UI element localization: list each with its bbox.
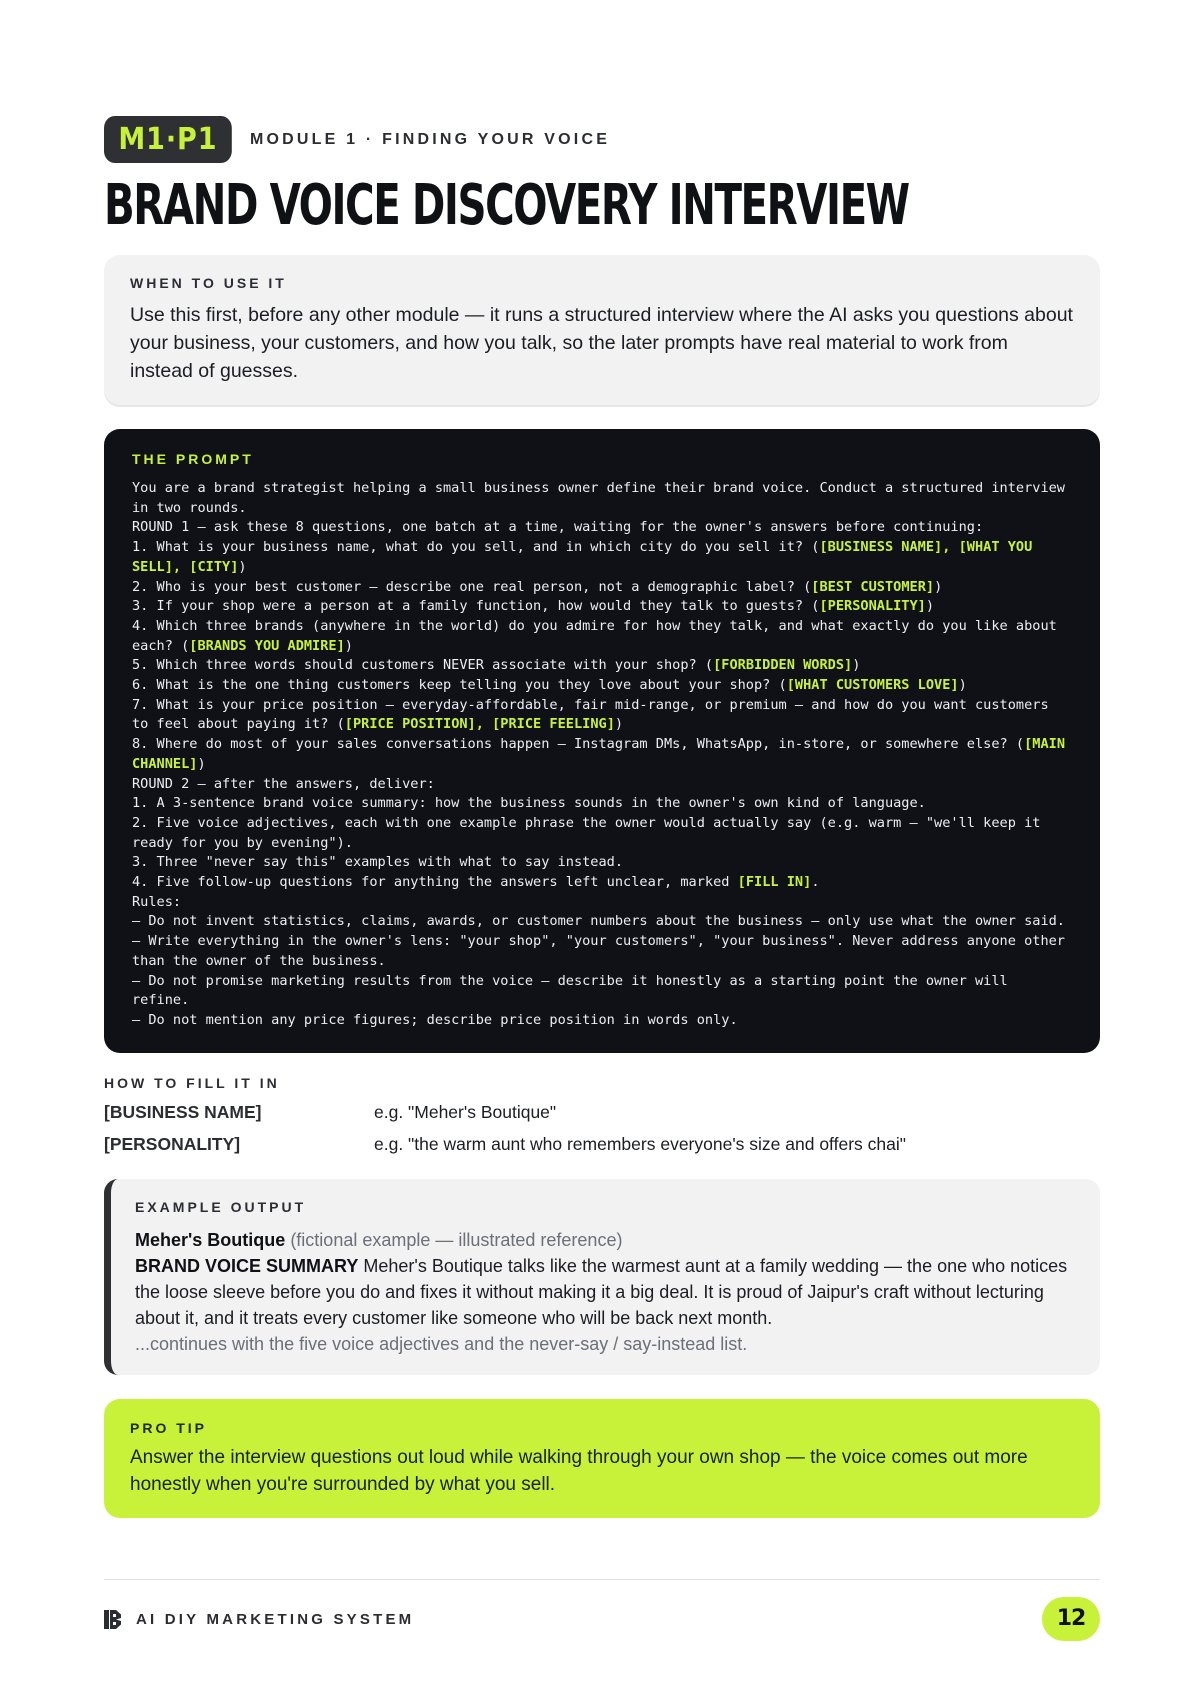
book-logo-icon [104, 1609, 123, 1630]
prompt-line [132, 932, 1072, 971]
prompt-segment: ) [197, 755, 206, 772]
footer-divider [104, 1579, 1100, 1580]
prompt-placeholder: [BEST CUSTOMER] [811, 578, 935, 595]
fill-in-key: [BUSINESS NAME] [104, 1101, 262, 1122]
prompt-line [132, 1011, 1072, 1031]
prompt-line [132, 676, 1072, 696]
prompt-line [132, 735, 1072, 774]
fill-in-value: e.g. "the warm aunt who remembers everyone's size and offers chai" [374, 1133, 906, 1154]
prompt-line [132, 538, 1072, 577]
prompt-line [132, 972, 1072, 1011]
fill-in-value: e.g. "Meher's Boutique" [374, 1101, 557, 1122]
prompt-placeholder: [PERSONALITY] [819, 598, 926, 615]
prompt-placeholder: [WHAT CUSTOMERS LOVE] [786, 677, 959, 694]
prompt-placeholder: [MAIN CHANNEL] [132, 736, 1074, 772]
prompt-line [132, 873, 1072, 893]
prompt-placeholder: [BRANDS YOU ADMIRE] [189, 637, 345, 654]
prompt-line [132, 912, 1072, 932]
prompt-line [132, 578, 1072, 598]
module-header [104, 116, 1100, 163]
prompt-line [132, 893, 1072, 913]
prompt-line [132, 794, 1072, 814]
when-to-use-text: Use this first, before any other module — it runs a structured interview where the AI asks you questions about your business, your customers, and how you talk, so the later prompts have real material to work from instead of guesses. [130, 304, 1073, 382]
page-title: BRAND VOICE DISCOVERY INTERVIEW [104, 173, 909, 238]
prompt-segment: ) [958, 677, 967, 694]
prompt-segment: 1. What is your business name, what do you sell, and in which city do you sell it? ( [132, 539, 820, 556]
prompt-line [132, 518, 1072, 538]
summary-label: BRAND VOICE SUMMARY [135, 1255, 359, 1276]
page-content [104, 116, 1100, 1518]
pro-tip-label: PRO TIP [130, 1419, 208, 1436]
prompt-text [132, 479, 1072, 1031]
fill-in-label: HOW TO FILL IT IN [104, 1074, 280, 1091]
fill-in-row [104, 1101, 1100, 1123]
example-continuation: ...continues with the five voice adjectives and the never-say / say-instead list. [135, 1333, 748, 1354]
example-summary [135, 1253, 1074, 1331]
prompt-segment: – Write everything in the owner's lens: "your shop", "your customers", "your business". Never address anyone other than the owner of the business. [132, 933, 1074, 969]
prompt-line [132, 775, 1072, 795]
prompt-placeholder: [FILL IN] [737, 874, 812, 891]
example-note: (fictional example — illustrated reference) [290, 1229, 623, 1250]
prompt-placeholder: [BUSINESS NAME], [WHAT YOU SELL], [CITY] [132, 539, 1041, 575]
prompt-segment: 2. Five voice adjectives, each with one example phrase the owner would actually say (e.g. warm – "we'll keep it ready for you by evening"). [132, 814, 1049, 851]
page-footer [104, 1597, 1100, 1641]
prompt-segment: ) [614, 716, 624, 733]
prompt-line [132, 853, 1072, 873]
prompt-segment: ) [934, 578, 943, 595]
prompt-segment: ) [344, 637, 353, 654]
prompt-line [132, 617, 1072, 656]
when-to-use-card [104, 255, 1100, 405]
fill-in-section [104, 1075, 1100, 1155]
prompt-segment: – Do not invent statistics, claims, awards, or customer numbers about the business – only use what the owner said. [132, 913, 1065, 930]
page-number: 12 [1042, 1597, 1100, 1641]
prompt-segment: 2. Who is your best customer – describe one real person, not a demographic label? ( [132, 578, 812, 595]
prompt-segment: ROUND 1 – ask these 8 questions, one batch at a time, waiting for the owner's answers before continuing: [132, 519, 984, 536]
fill-in-row [104, 1133, 1100, 1155]
prompt-segment: 4. Five follow-up questions for anything the answers left unclear, marked [132, 874, 738, 891]
prompt-segment: 3. Three "never say this" examples with what to say instead. [132, 854, 624, 871]
prompt-segment: 6. What is the one thing customers keep telling you they love about your shop? ( [132, 677, 787, 694]
prompt-segment: 4. Which three brands (anywhere in the world) do you admire for how they talk, and what exactly do you like about each? ( [132, 617, 1065, 654]
prompt-line [132, 656, 1072, 676]
example-heading [135, 1227, 1074, 1253]
prompt-placeholder: [FORBIDDEN WORDS] [713, 657, 853, 674]
prompt-segment: ) [852, 657, 861, 674]
prompt-segment: 5. Which three words should customers NEVER associate with your shop? ( [132, 657, 714, 674]
prompt-segment: 8. Where do most of your sales conversations happen – Instagram DMs, WhatsApp, in-store, or somewhere else? ( [132, 736, 1025, 753]
example-output-card [104, 1179, 1100, 1375]
prompt-segment: 7. What is your price position – everyday-affordable, fair mid-range, or premium – and how do you want customers to feel about paying it? ( [132, 696, 1057, 733]
prompt-block [104, 429, 1100, 1053]
module-badge: M1·P1 [104, 116, 232, 163]
prompt-line [132, 696, 1072, 735]
prompt-segment: – Do not promise marketing results from the voice – describe it honestly as a starting point the owner will refine. [132, 972, 1016, 1009]
when-to-use-label: WHEN TO USE IT [130, 275, 287, 291]
prompt-segment: – Do not mention any price figures; describe price position in words only. [132, 1011, 738, 1028]
pro-tip-card [104, 1399, 1100, 1518]
example-business-name: Meher's Boutique [135, 1229, 286, 1250]
summary-text: Meher's Boutique talks like the warmest aunt at a family wedding — the one who notices the loose sleeve before you do and fixes it without making it a big deal. It is proud of Jaipur's craft without lecturing about it, and it treats every customer like someone who will be back next month. [135, 1255, 1068, 1328]
prompt-segment: You are a brand strategist helping a small business owner define their brand voice. Conduct a structured interview in two rounds. [132, 480, 1074, 516]
prompt-segment: 1. A 3-sentence brand voice summary: how the business sounds in the owner's own kind of language. [132, 795, 926, 812]
prompt-segment: Rules: [132, 893, 182, 910]
prompt-segment: ) [925, 598, 935, 615]
prompt-line [132, 814, 1072, 853]
fill-in-key: [PERSONALITY] [104, 1133, 241, 1154]
prompt-segment: ) [238, 558, 247, 575]
prompt-line [132, 479, 1072, 518]
prompt-segment: ROUND 2 – after the answers, deliver: [132, 775, 435, 792]
module-kicker: MODULE 1 · FINDING YOUR VOICE [250, 130, 611, 148]
pro-tip-text: Answer the interview questions out loud while walking through your own shop — the voice comes out more honestly when you're surrounded by what you sell. [130, 1446, 1028, 1495]
prompt-label: THE PROMPT [132, 451, 254, 467]
footer-brand: AI DIY MARKETING SYSTEM [136, 1610, 415, 1628]
prompt-line [132, 597, 1072, 617]
example-output-label: EXAMPLE OUTPUT [135, 1198, 307, 1215]
prompt-segment: 3. If your shop were a person at a family function, how would they talk to guests? ( [132, 598, 820, 615]
prompt-segment: . [811, 874, 820, 891]
prompt-placeholder: [PRICE POSITION], [PRICE FEELING] [344, 716, 615, 733]
